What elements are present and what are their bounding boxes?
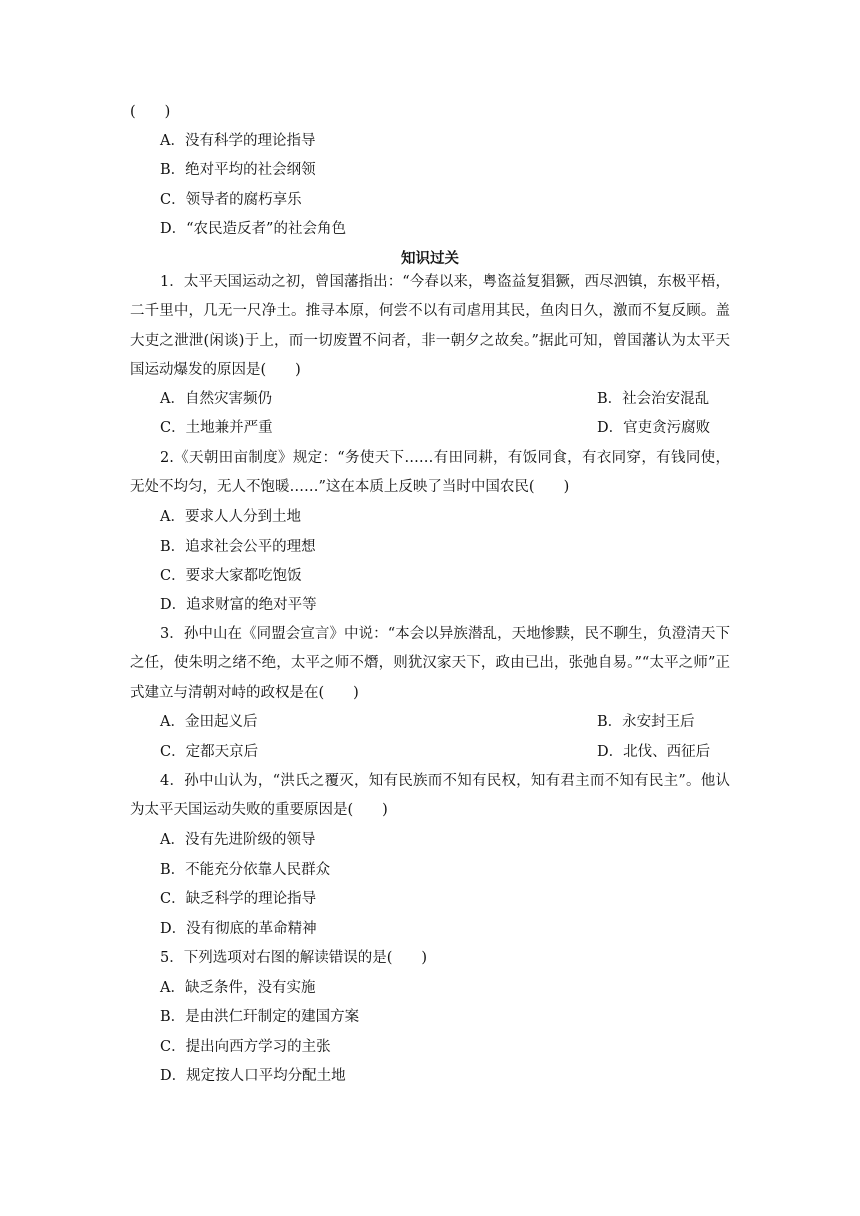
question-1-option-d: D．官吏贪污腐败 <box>597 420 711 436</box>
question-1-stem: 1．太平天国运动之初，曾国藩指出：“今春以来，粤盗益复猖獗，西尽泗镇，东极平梧，二千里中，几无一尺净土。推寻本原，何尝不以有司虐用其民，鱼肉日久，激而不复反顾。盖大吏之泄泄(闲谈)于上，而一切废置不问者，非一朝夕之故矣。”据此可知，曾国藩认为太平天国运动爆发的原因是( ) <box>130 274 730 378</box>
question-5-option-a: A．缺乏条件，没有实施 <box>160 980 316 996</box>
question-4-option-c: C．缺乏科学的理论指导 <box>160 891 317 907</box>
question-2-option-d: D．追求财富的绝对平等 <box>160 597 317 613</box>
question-2-option-b: B．追求社会公平的理想 <box>160 539 316 555</box>
question-3-option-b: B．永安封王后 <box>597 714 695 730</box>
option-c: C．领导者的腐朽享乐 <box>160 192 302 208</box>
question-3-option-c: C．定都天京后 <box>160 744 259 760</box>
question-2-stem: 2.《天朝田亩制度》规定：“务使天下……有田同耕，有饭同食，有衣同穿，有钱同使，无处不均匀，无人不饱暖……”这在本质上反映了当时中国农民( ) <box>130 450 730 496</box>
question-4-option-a: A．没有先进阶级的领导 <box>160 832 316 848</box>
option-b: B．绝对平均的社会纲领 <box>160 162 316 178</box>
question-4-option-b: B．不能充分依靠人民群众 <box>160 862 331 878</box>
question-5-stem: 5．下列选项对右图的解读错误的是( ) <box>160 950 428 966</box>
question-3-option-a: A．金田起义后 <box>160 714 258 730</box>
option-d: D．“农民造反者”的社会角色 <box>160 221 346 237</box>
question-2-option-a: A．要求人人分到土地 <box>160 509 301 525</box>
question-2-option-c: C．要求大家都吃饱饭 <box>160 568 302 584</box>
option-a: A．没有科学的理论指导 <box>160 133 316 149</box>
question-5-option-d: D．规定按人口平均分配土地 <box>160 1068 346 1084</box>
question-1-option-a: A．自然灾害频仍 <box>160 391 272 407</box>
question-3-option-d: D．北伐、西征后 <box>597 744 711 760</box>
question-1-option-b: B．社会治安混乱 <box>597 391 710 407</box>
question-4-stem: 4．孙中山认为，“洪氏之覆灭，知有民族而不知有民权，知有君主而不知有民主”。他认为太平天国运动失败的重要原因是( ) <box>130 773 730 819</box>
question-5-option-c: C．提出向西方学习的主张 <box>160 1039 331 1055</box>
question-1-option-c: C．土地兼并严重 <box>160 420 273 436</box>
question-4-option-d: D．没有彻底的革命精神 <box>160 921 317 937</box>
question-5-option-b: B．是由洪仁玕制定的建国方案 <box>160 1009 360 1025</box>
question-3-stem: 3．孙中山在《同盟会宣言》中说：“本会以异族潜乱，天地惨黩，民不聊生，负澄清天下之任，使朱明之绪不绝，太平之师不熸，则犹汉家天下，政由已出，张弛自易。”“太平之师”正式建立与清朝对峙的政权是在( ) <box>130 626 730 701</box>
question-stem-tail: ( ) <box>130 104 171 120</box>
section-title: 知识过关 <box>401 250 459 267</box>
